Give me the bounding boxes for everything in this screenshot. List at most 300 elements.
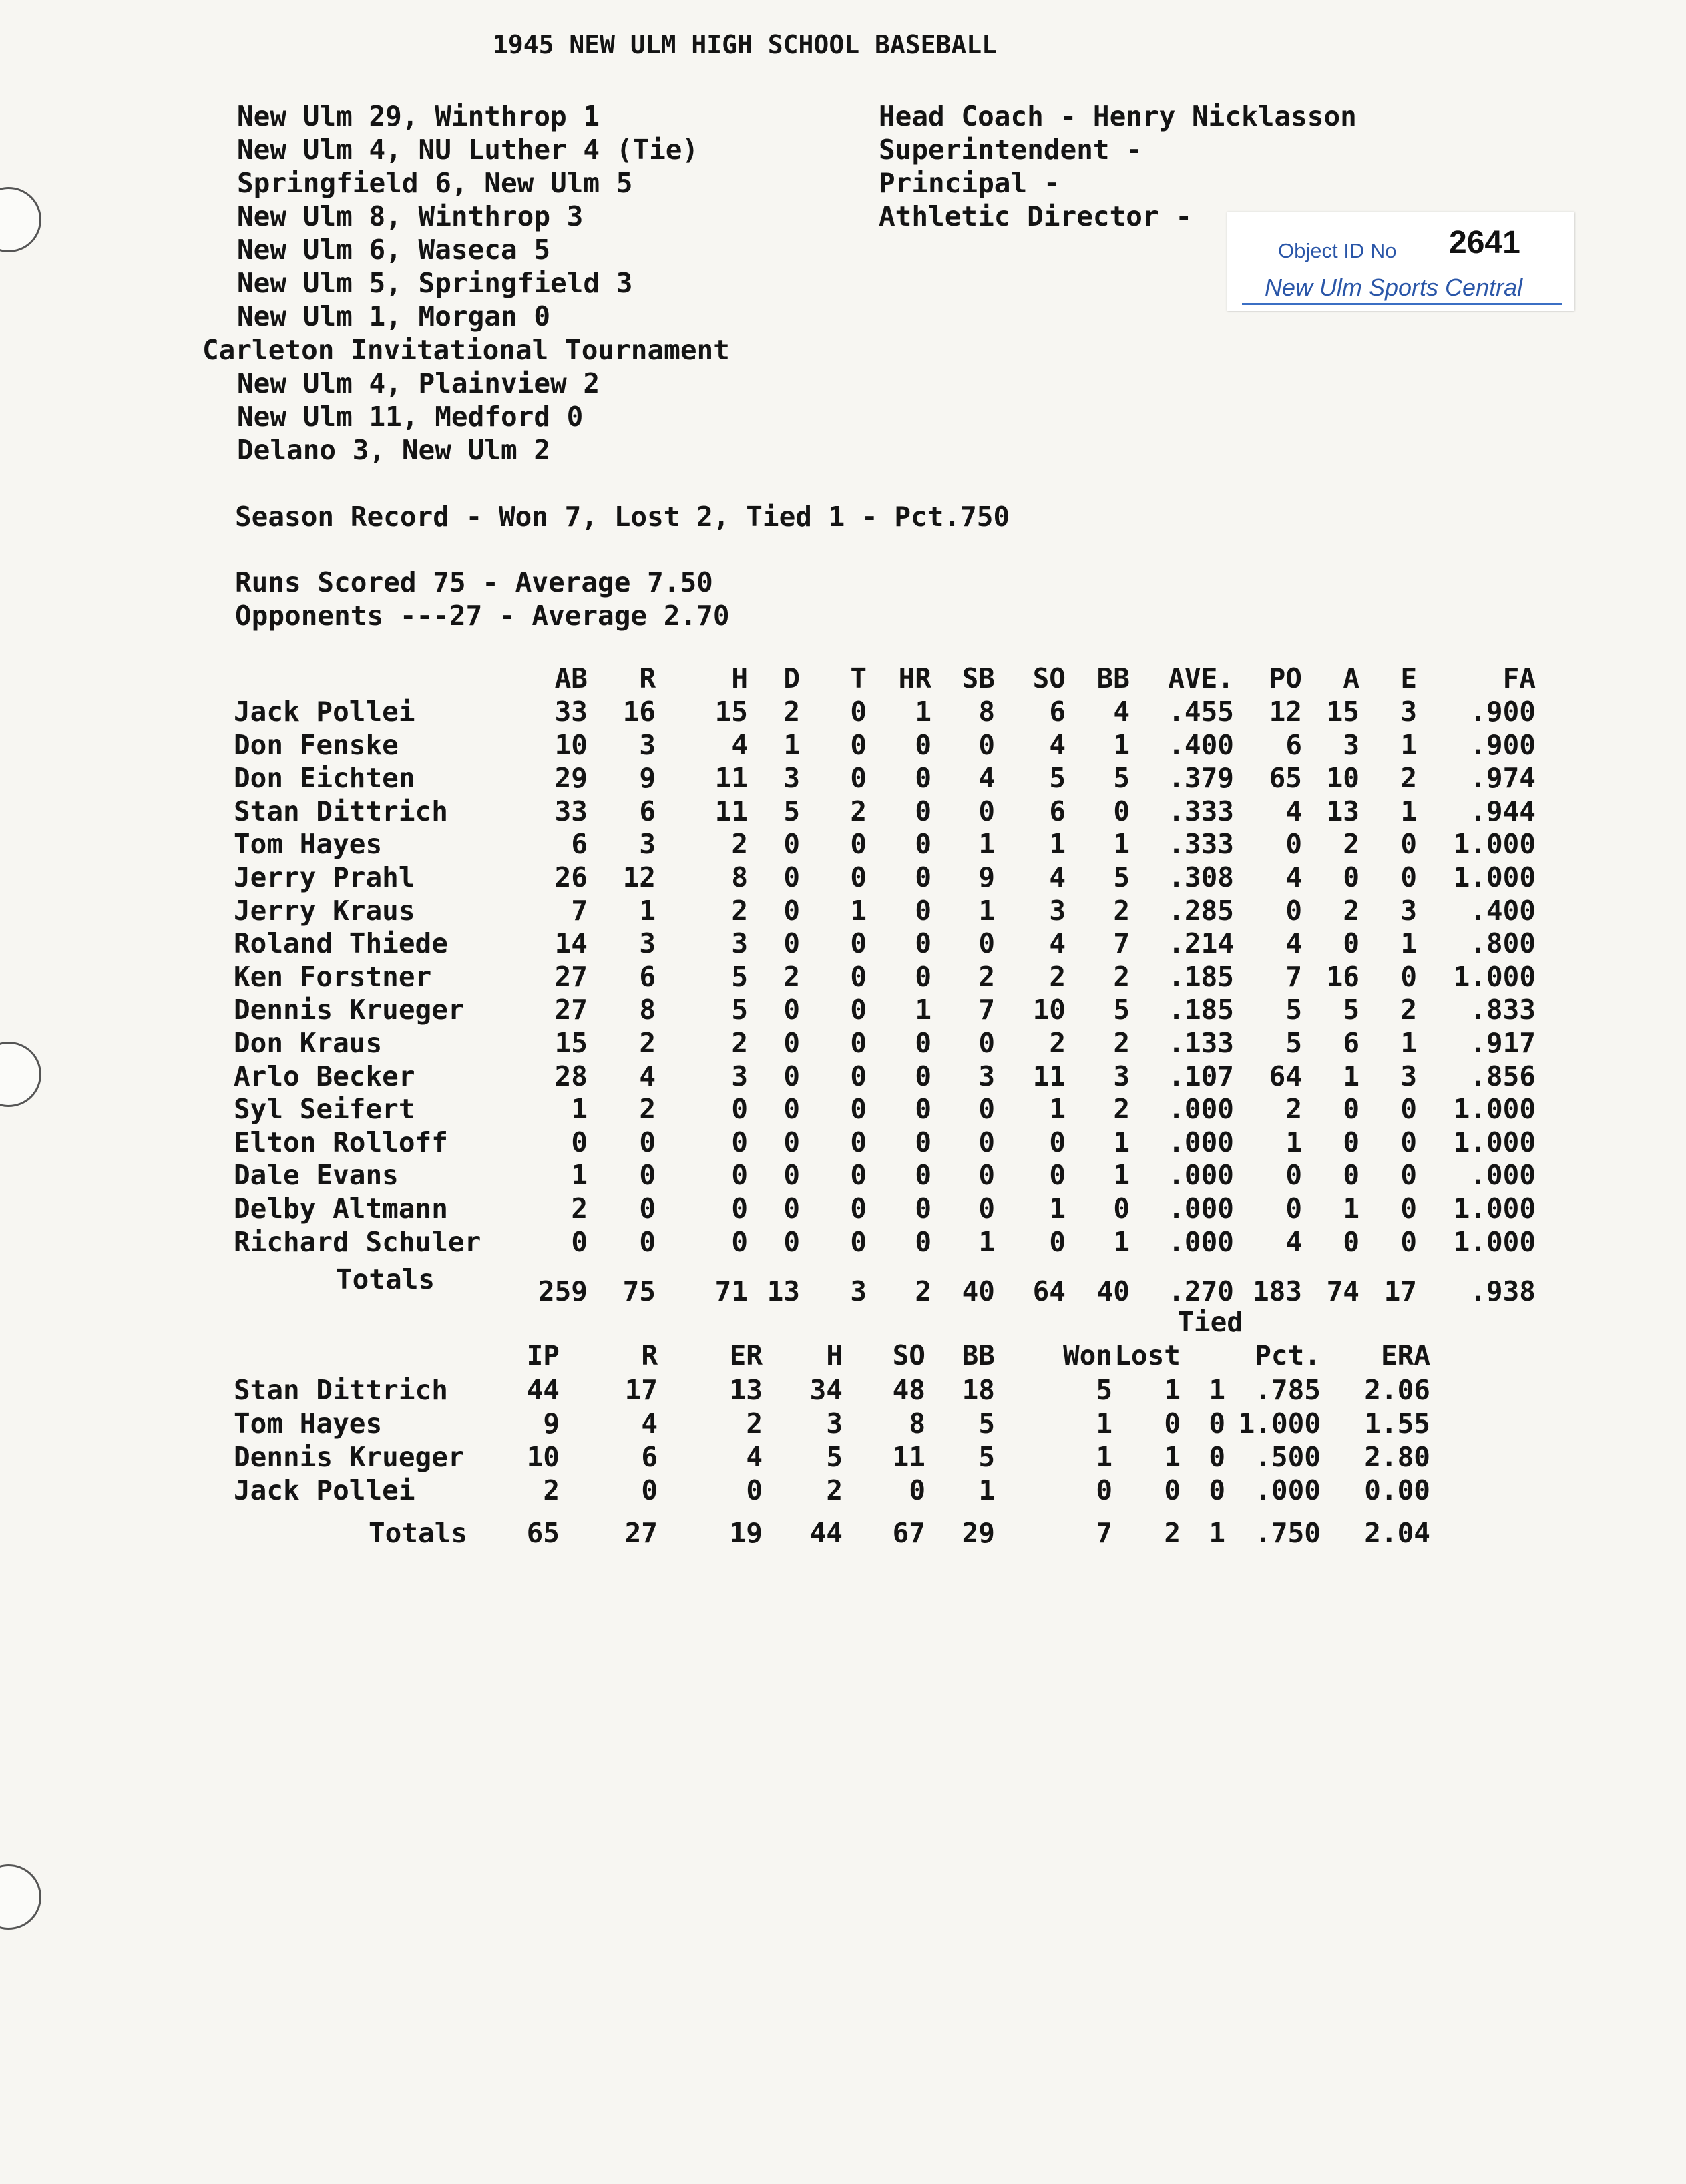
- pitching-cell: 1: [1096, 1441, 1112, 1473]
- batting-player-name: Jerry Prahl: [234, 861, 415, 893]
- pitching-cell: 4: [641, 1407, 658, 1440]
- pitching-cell: 48: [892, 1374, 925, 1406]
- batting-totals-cell: 3: [850, 1275, 867, 1307]
- batting-cell: 0: [1113, 795, 1130, 827]
- batting-player-name: Dennis Krueger: [234, 994, 465, 1026]
- staff-line: Head Coach - Henry Nicklasson: [879, 100, 1357, 132]
- pitching-cell: 1.55: [1364, 1407, 1430, 1440]
- batting-cell: 0: [850, 696, 867, 728]
- batting-cell: 0: [850, 1159, 867, 1191]
- pitching-cell: 0: [1164, 1474, 1181, 1506]
- batting-cell: 8: [731, 861, 748, 893]
- batting-cell: 1: [1049, 1093, 1066, 1125]
- pitching-cell: 3: [826, 1407, 843, 1440]
- batting-cell: 2: [1049, 1027, 1066, 1059]
- batting-cell: 0: [571, 1126, 588, 1158]
- batting-cell: 2: [1049, 961, 1066, 993]
- batting-cell: 10: [1326, 762, 1359, 794]
- pitching-totals-cell: 44: [809, 1517, 843, 1549]
- pitching-totals-cell: 67: [892, 1517, 925, 1549]
- staff-line: Principal -: [879, 167, 1060, 199]
- pitching-cell: 9: [543, 1407, 560, 1440]
- batting-cell: 2: [571, 1192, 588, 1225]
- pitching-cell: 1: [978, 1474, 995, 1506]
- batting-player-name: Dale Evans: [234, 1159, 399, 1191]
- binder-hole-middle: [0, 1042, 41, 1107]
- pitching-column-header: Won: [1062, 1339, 1112, 1371]
- pitching-totals-cell: 29: [962, 1517, 995, 1549]
- batting-cell: 0: [571, 1226, 588, 1258]
- batting-cell: 7: [571, 895, 588, 927]
- batting-cell: 3: [639, 927, 656, 959]
- batting-cell: 4: [978, 762, 995, 794]
- pitching-cell: 18: [962, 1374, 995, 1406]
- batting-cell: .900: [1470, 696, 1536, 728]
- batting-cell: .133: [1168, 1027, 1234, 1059]
- batting-cell: 1: [978, 1226, 995, 1258]
- batting-cell: 0: [850, 828, 867, 860]
- batting-cell: 0: [1049, 1126, 1066, 1158]
- batting-cell: 0: [1343, 861, 1359, 893]
- batting-cell: 15: [1326, 696, 1359, 728]
- pitching-cell: 0: [1209, 1441, 1225, 1473]
- batting-cell: 0: [1400, 1159, 1417, 1191]
- binder-hole-bottom: [0, 1864, 41, 1930]
- batting-cell: 0: [850, 927, 867, 959]
- batting-cell: 1.000: [1453, 961, 1536, 993]
- batting-cell: .944: [1470, 795, 1536, 827]
- batting-cell: 0: [1049, 1226, 1066, 1258]
- batting-cell: 5: [731, 961, 748, 993]
- batting-cell: 7: [1113, 927, 1130, 959]
- pitching-cell: .500: [1255, 1441, 1321, 1473]
- archive-label: [1227, 212, 1574, 311]
- batting-cell: 5: [1049, 762, 1066, 794]
- batting-cell: 0: [731, 1126, 748, 1158]
- batting-cell: 65: [1269, 762, 1302, 794]
- pitching-totals-cell: 7: [1096, 1517, 1112, 1549]
- batting-cell: 5: [731, 994, 748, 1026]
- batting-cell: 8: [639, 994, 656, 1026]
- batting-column-header: A: [1343, 662, 1359, 694]
- batting-cell: 27: [554, 994, 588, 1026]
- batting-column-header: FA: [1502, 662, 1536, 694]
- batting-cell: 2: [1113, 961, 1130, 993]
- batting-cell: 1: [1400, 795, 1417, 827]
- batting-cell: 0: [639, 1226, 656, 1258]
- object-id-number: 2641: [1449, 225, 1520, 260]
- batting-player-name: Don Kraus: [234, 1027, 383, 1059]
- batting-cell: 5: [1285, 1027, 1302, 1059]
- batting-player-name: Delby Altmann: [234, 1192, 448, 1225]
- batting-player-name: Richard Schuler: [234, 1226, 481, 1258]
- batting-cell: 1: [639, 895, 656, 927]
- batting-cell: 0: [850, 1027, 867, 1059]
- pitching-totals-label: Totals: [369, 1517, 468, 1549]
- game-result: New Ulm 4, NU Luther 4 (Tie): [237, 134, 699, 166]
- batting-cell: 0: [915, 1226, 931, 1258]
- batting-cell: 16: [622, 696, 656, 728]
- batting-cell: .379: [1168, 762, 1234, 794]
- pitching-cell: 1: [1164, 1441, 1181, 1473]
- batting-totals-cell: 74: [1326, 1275, 1359, 1307]
- pitching-column-header: Lost: [1114, 1339, 1181, 1371]
- batting-cell: 0: [1285, 1192, 1302, 1225]
- batting-cell: 0: [915, 1027, 931, 1059]
- batting-column-header: HR: [898, 662, 931, 694]
- batting-cell: 0: [850, 1126, 867, 1158]
- pitching-cell: 5: [826, 1441, 843, 1473]
- batting-totals-cell: 17: [1384, 1275, 1417, 1307]
- pitching-totals-cell: 1: [1209, 1517, 1225, 1549]
- batting-cell: 0: [783, 895, 800, 927]
- batting-cell: 1: [915, 696, 931, 728]
- batting-cell: 0: [783, 1027, 800, 1059]
- batting-cell: 0: [783, 994, 800, 1026]
- batting-cell: 0: [783, 1060, 800, 1092]
- batting-cell: 0: [639, 1126, 656, 1158]
- batting-cell: .000: [1168, 1126, 1234, 1158]
- staff-line: Athletic Director -: [879, 200, 1192, 232]
- batting-cell: 1: [1400, 729, 1417, 761]
- batting-cell: 0: [639, 1192, 656, 1225]
- batting-cell: 26: [554, 861, 588, 893]
- batting-cell: 0: [915, 795, 931, 827]
- batting-cell: .000: [1168, 1093, 1234, 1125]
- batting-cell: 2: [1400, 762, 1417, 794]
- batting-cell: 9: [978, 861, 995, 893]
- batting-cell: 0: [731, 1192, 748, 1225]
- game-result: Springfield 6, New Ulm 5: [237, 167, 633, 199]
- opponents-runs: Opponents ---27 - Average 2.70: [235, 600, 730, 632]
- pitching-cell: .785: [1255, 1374, 1321, 1406]
- pitching-player-name: Dennis Krueger: [234, 1441, 465, 1473]
- pitching-column-header: BB: [962, 1339, 995, 1371]
- batting-cell: 4: [1049, 927, 1066, 959]
- batting-cell: 6: [571, 828, 588, 860]
- pitching-cell: 2.80: [1364, 1441, 1430, 1473]
- batting-cell: 0: [915, 1192, 931, 1225]
- batting-cell: 1.000: [1453, 828, 1536, 860]
- binder-hole-top: [0, 187, 41, 252]
- batting-cell: 0: [783, 1192, 800, 1225]
- batting-cell: 2: [1343, 895, 1359, 927]
- batting-cell: 0: [731, 1226, 748, 1258]
- batting-cell: 4: [639, 1060, 656, 1092]
- batting-cell: 2: [1113, 895, 1130, 927]
- batting-cell: 6: [1343, 1027, 1359, 1059]
- batting-cell: 28: [554, 1060, 588, 1092]
- batting-cell: 0: [783, 1159, 800, 1191]
- batting-cell: 10: [1032, 994, 1066, 1026]
- batting-cell: 1: [1400, 927, 1417, 959]
- batting-cell: 0: [1400, 828, 1417, 860]
- pitching-cell: 2.06: [1364, 1374, 1430, 1406]
- batting-cell: 0: [915, 927, 931, 959]
- batting-cell: 0: [850, 861, 867, 893]
- batting-cell: 3: [1113, 1060, 1130, 1092]
- batting-cell: 3: [1400, 895, 1417, 927]
- batting-cell: 0: [915, 895, 931, 927]
- batting-cell: 0: [1285, 828, 1302, 860]
- batting-cell: 2: [1400, 994, 1417, 1026]
- batting-cell: 6: [1049, 696, 1066, 728]
- batting-cell: 0: [978, 729, 995, 761]
- batting-cell: 1.000: [1453, 1093, 1536, 1125]
- batting-cell: 1: [1285, 1126, 1302, 1158]
- game-result: New Ulm 6, Waseca 5: [237, 234, 550, 266]
- pitching-totals-cell: .750: [1255, 1517, 1321, 1549]
- batting-cell: 2: [639, 1027, 656, 1059]
- batting-totals-label: Totals: [336, 1263, 435, 1295]
- batting-cell: 9: [639, 762, 656, 794]
- staff-line: Superintendent -: [879, 134, 1142, 166]
- batting-cell: 2: [1343, 828, 1359, 860]
- batting-cell: 0: [1400, 1126, 1417, 1158]
- batting-cell: 33: [554, 696, 588, 728]
- game-result: New Ulm 8, Winthrop 3: [237, 200, 584, 232]
- batting-cell: .000: [1470, 1159, 1536, 1191]
- batting-cell: 3: [1400, 696, 1417, 728]
- batting-cell: .800: [1470, 927, 1536, 959]
- batting-column-header: SB: [962, 662, 995, 694]
- batting-cell: 0: [915, 1126, 931, 1158]
- batting-cell: 6: [1285, 729, 1302, 761]
- batting-player-name: Ken Forstner: [234, 961, 432, 993]
- season-record: Season Record - Won 7, Lost 2, Tied 1 - Pct.750: [235, 501, 1010, 533]
- batting-cell: 3: [639, 828, 656, 860]
- batting-cell: 1: [571, 1093, 588, 1125]
- batting-cell: 0: [1400, 961, 1417, 993]
- pitching-totals-cell: 19: [729, 1517, 763, 1549]
- batting-cell: 6: [639, 795, 656, 827]
- batting-cell: 1: [1343, 1060, 1359, 1092]
- pitching-totals-cell: 27: [624, 1517, 658, 1549]
- batting-totals-cell: 2: [915, 1275, 931, 1307]
- batting-cell: 0: [915, 1060, 931, 1092]
- pitching-cell: 0: [1209, 1474, 1225, 1506]
- batting-cell: 4: [1285, 795, 1302, 827]
- batting-cell: 0: [1343, 1159, 1359, 1191]
- batting-cell: 3: [978, 1060, 995, 1092]
- batting-cell: 0: [915, 729, 931, 761]
- pitching-cell: 5: [978, 1407, 995, 1440]
- batting-cell: 4: [1285, 927, 1302, 959]
- batting-cell: 0: [850, 961, 867, 993]
- pitching-cell: 13: [729, 1374, 763, 1406]
- batting-cell: .455: [1168, 696, 1234, 728]
- batting-cell: 0: [978, 1159, 995, 1191]
- batting-cell: 0: [1113, 1192, 1130, 1225]
- pitching-cell: 1: [1164, 1374, 1181, 1406]
- pitching-column-header: ER: [729, 1339, 763, 1371]
- batting-cell: 0: [639, 1159, 656, 1191]
- batting-totals-cell: 64: [1032, 1275, 1066, 1307]
- batting-cell: 13: [1326, 795, 1359, 827]
- pitching-cell: 0: [1164, 1407, 1181, 1440]
- batting-cell: 1.000: [1453, 1192, 1536, 1225]
- batting-cell: 5: [1113, 762, 1130, 794]
- batting-player-name: Roland Thiede: [234, 927, 448, 959]
- batting-cell: 0: [915, 828, 931, 860]
- game-result: New Ulm 29, Winthrop 1: [237, 100, 600, 132]
- batting-cell: 1.000: [1453, 861, 1536, 893]
- batting-totals-cell: .270: [1168, 1275, 1234, 1307]
- batting-cell: 1: [1049, 1192, 1066, 1225]
- pitching-cell: 2: [746, 1407, 763, 1440]
- batting-cell: .400: [1470, 895, 1536, 927]
- batting-cell: 2: [1285, 1093, 1302, 1125]
- game-result: New Ulm 5, Springfield 3: [237, 267, 633, 299]
- batting-totals-cell: 259: [538, 1275, 588, 1307]
- batting-totals-cell: 183: [1252, 1275, 1302, 1307]
- pitching-cell: 11: [892, 1441, 925, 1473]
- batting-cell: 3: [1400, 1060, 1417, 1092]
- batting-cell: 0: [850, 1093, 867, 1125]
- batting-cell: 11: [1032, 1060, 1066, 1092]
- batting-cell: 4: [731, 729, 748, 761]
- pitching-cell: 44: [526, 1374, 560, 1406]
- batting-cell: 5: [1113, 994, 1130, 1026]
- batting-player-name: Stan Dittrich: [234, 795, 448, 827]
- batting-totals-cell: .938: [1470, 1275, 1536, 1307]
- batting-cell: 4: [1049, 729, 1066, 761]
- batting-cell: 11: [714, 795, 748, 827]
- batting-cell: 29: [554, 762, 588, 794]
- batting-cell: 12: [1269, 696, 1302, 728]
- batting-cell: 7: [978, 994, 995, 1026]
- batting-cell: 2: [850, 795, 867, 827]
- batting-cell: 1: [1049, 828, 1066, 860]
- batting-cell: 0: [915, 1093, 931, 1125]
- batting-cell: 3: [731, 1060, 748, 1092]
- batting-cell: 1: [1113, 1159, 1130, 1191]
- game-result: New Ulm 1, Morgan 0: [237, 300, 550, 333]
- batting-cell: 2: [639, 1093, 656, 1125]
- batting-cell: 0: [850, 762, 867, 794]
- batting-totals-cell: 75: [622, 1275, 656, 1307]
- batting-cell: 2: [783, 961, 800, 993]
- batting-totals-cell: 40: [1096, 1275, 1130, 1307]
- batting-cell: .400: [1168, 729, 1234, 761]
- batting-cell: .000: [1168, 1159, 1234, 1191]
- batting-cell: 0: [1400, 1192, 1417, 1225]
- batting-totals-cell: 40: [962, 1275, 995, 1307]
- batting-cell: 1: [978, 895, 995, 927]
- batting-cell: 1: [1113, 1126, 1130, 1158]
- batting-cell: .333: [1168, 795, 1234, 827]
- batting-cell: 5: [1285, 994, 1302, 1026]
- batting-cell: 0: [1343, 1126, 1359, 1158]
- batting-column-header: PO: [1269, 662, 1302, 694]
- batting-cell: 0: [978, 1093, 995, 1125]
- batting-cell: 0: [850, 994, 867, 1026]
- batting-cell: 0: [783, 1126, 800, 1158]
- pitching-cell: 17: [624, 1374, 658, 1406]
- pitching-totals-cell: 2.04: [1364, 1517, 1430, 1549]
- batting-cell: 0: [978, 927, 995, 959]
- batting-cell: 4: [1113, 696, 1130, 728]
- batting-cell: 5: [1343, 994, 1359, 1026]
- batting-cell: 5: [1113, 861, 1130, 893]
- batting-cell: 0: [850, 729, 867, 761]
- tournament-game-result: New Ulm 11, Medford 0: [237, 401, 584, 433]
- batting-cell: .333: [1168, 828, 1234, 860]
- batting-cell: 15: [714, 696, 748, 728]
- batting-cell: 8: [978, 696, 995, 728]
- label-underline: [1242, 303, 1562, 305]
- batting-cell: 0: [731, 1159, 748, 1191]
- batting-cell: 0: [850, 1192, 867, 1225]
- pitching-player-name: Stan Dittrich: [234, 1374, 448, 1406]
- batting-cell: 1: [915, 994, 931, 1026]
- batting-cell: 0: [915, 861, 931, 893]
- batting-cell: 1: [1343, 1192, 1359, 1225]
- batting-cell: 3: [731, 927, 748, 959]
- batting-cell: .000: [1168, 1226, 1234, 1258]
- batting-cell: 2: [978, 961, 995, 993]
- pitching-totals-cell: 65: [526, 1517, 560, 1549]
- batting-player-name: Syl Seifert: [234, 1093, 415, 1125]
- batting-cell: 64: [1269, 1060, 1302, 1092]
- batting-player-name: Arlo Becker: [234, 1060, 415, 1092]
- batting-cell: 1: [1113, 828, 1130, 860]
- batting-cell: 0: [783, 1226, 800, 1258]
- batting-cell: 0: [1343, 927, 1359, 959]
- batting-cell: 16: [1326, 961, 1359, 993]
- batting-cell: 0: [978, 1126, 995, 1158]
- batting-cell: 2: [731, 828, 748, 860]
- batting-cell: 0: [1285, 895, 1302, 927]
- batting-cell: 0: [783, 861, 800, 893]
- batting-cell: 2: [1113, 1093, 1130, 1125]
- pitching-cell: 1: [1209, 1374, 1225, 1406]
- batting-cell: .214: [1168, 927, 1234, 959]
- batting-cell: 0: [783, 828, 800, 860]
- batting-cell: 6: [1049, 795, 1066, 827]
- pitching-cell: 1.000: [1238, 1407, 1321, 1440]
- batting-cell: 1.000: [1453, 1126, 1536, 1158]
- batting-cell: 15: [554, 1027, 588, 1059]
- tournament-game-result: New Ulm 4, Plainview 2: [237, 367, 600, 399]
- batting-cell: 0: [978, 1192, 995, 1225]
- batting-player-name: Tom Hayes: [234, 828, 383, 860]
- batting-cell: 0: [978, 795, 995, 827]
- batting-cell: 0: [1049, 1159, 1066, 1191]
- batting-column-header: AVE.: [1168, 662, 1234, 694]
- batting-totals-cell: 13: [767, 1275, 800, 1307]
- batting-cell: 0: [1343, 1226, 1359, 1258]
- object-id-label: Object ID No: [1278, 239, 1397, 262]
- pitching-player-name: Tom Hayes: [234, 1407, 383, 1440]
- batting-column-header: R: [639, 662, 656, 694]
- pitching-cell: 1: [1096, 1407, 1112, 1440]
- batting-cell: 1: [1400, 1027, 1417, 1059]
- pitching-cell: .000: [1255, 1474, 1321, 1506]
- batting-cell: .900: [1470, 729, 1536, 761]
- batting-player-name: Don Fenske: [234, 729, 399, 761]
- batting-cell: 1.000: [1453, 1226, 1536, 1258]
- batting-cell: 33: [554, 795, 588, 827]
- pitching-column-header: IP: [526, 1339, 560, 1371]
- pitching-column-header: R: [641, 1339, 658, 1371]
- batting-cell: 1: [783, 729, 800, 761]
- batting-cell: 3: [1049, 895, 1066, 927]
- batting-cell: 1: [978, 828, 995, 860]
- batting-cell: 4: [1285, 861, 1302, 893]
- batting-column-header: BB: [1096, 662, 1130, 694]
- pitching-totals-cell: 2: [1164, 1517, 1181, 1549]
